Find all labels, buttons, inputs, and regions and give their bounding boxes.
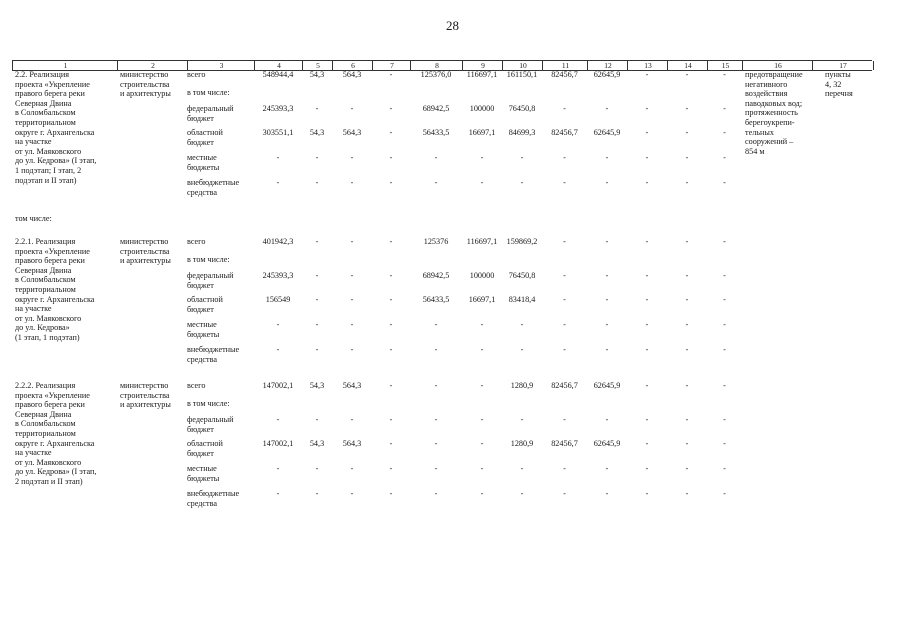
funding-label-extrabudget: внебюджетные средства [187, 489, 240, 508]
value-cell: - [315, 178, 319, 187]
value-cell: 82456,7 [551, 439, 578, 448]
value-cell: 76450,8 [508, 104, 536, 113]
value-cell: - [389, 70, 393, 79]
value-cell: - [605, 489, 609, 498]
value-cell: - [563, 464, 566, 473]
value-cell: - [685, 128, 689, 137]
value-cell: - [605, 295, 609, 304]
value-cell: - [563, 295, 566, 304]
value-cell: - [685, 415, 689, 424]
value-cell: - [645, 178, 649, 187]
funding-label-extrabudget: внебюджетные средства [187, 178, 240, 197]
funding-label-total: всего [187, 381, 206, 390]
value-cell: - [276, 345, 280, 354]
executor: министерство строительства и архитектуры [120, 381, 171, 410]
funding-label-regional: областной бюджет [187, 439, 223, 458]
value-cell: 54,3 [309, 439, 325, 448]
value-cell: - [389, 381, 393, 390]
value-cell: - [480, 345, 484, 354]
value-cell: 62645,9 [593, 381, 621, 390]
funding-label-local: местные бюджеты [187, 153, 220, 172]
value-cell: - [645, 320, 649, 329]
value-cell: - [350, 153, 354, 162]
value-cell: - [480, 153, 484, 162]
value-cell: - [723, 271, 726, 280]
value-cell: - [350, 489, 354, 498]
value-cell: - [520, 320, 524, 329]
value-cell: - [605, 104, 609, 113]
value-cell: - [685, 381, 689, 390]
value-cell: - [520, 153, 524, 162]
value-cell: - [480, 320, 484, 329]
value-cell: - [563, 489, 566, 498]
value-cell: - [389, 415, 393, 424]
funding-label-regional: областной бюджет [187, 295, 223, 314]
value-cell: - [389, 345, 393, 354]
value-cell: - [645, 439, 649, 448]
value-cell: - [605, 415, 609, 424]
value-cell: - [723, 489, 726, 498]
value-cell: - [434, 153, 438, 162]
value-cell: - [685, 70, 689, 79]
measure-title: 2.2.2. Реализация проекта «Укрепление правого берега реки Северная Двина в Соломбальском территориальном округе г. Архангельска на участке от ул. Маяковского до ул. Кедрова» (I этап, 2 подэтап и II этап) [15, 381, 97, 486]
value-cell: - [315, 153, 319, 162]
value-cell: 147002,1 [262, 439, 294, 448]
value-cell: - [276, 489, 280, 498]
value-cell: - [723, 237, 726, 246]
value-cell: - [480, 381, 484, 390]
value-cell: - [520, 178, 524, 187]
value-cell: - [389, 489, 393, 498]
value-cell: - [563, 178, 566, 187]
value-cell: - [605, 320, 609, 329]
column-header-16: 16 [742, 61, 813, 70]
value-cell: - [389, 104, 393, 113]
column-header-8: 8 [410, 61, 463, 70]
funding-label-including: в том числе: [187, 255, 230, 264]
value-cell: - [315, 489, 319, 498]
value-cell: - [315, 271, 319, 280]
value-cell: 83418,4 [508, 295, 536, 304]
funding-label-federal: федеральный бюджет [187, 415, 234, 434]
value-cell: - [563, 271, 566, 280]
value-cell: - [389, 439, 393, 448]
value-cell: - [520, 464, 524, 473]
value-cell: - [276, 153, 280, 162]
value-cell: 245393,3 [262, 271, 294, 280]
value-cell: - [645, 464, 649, 473]
value-cell: 82456,7 [551, 381, 578, 390]
value-cell: - [520, 345, 524, 354]
value-cell: - [350, 178, 354, 187]
value-cell: - [563, 153, 566, 162]
value-cell: - [723, 320, 726, 329]
value-cell: - [723, 345, 726, 354]
value-cell: - [480, 178, 484, 187]
value-cell: 82456,7 [551, 70, 578, 79]
value-cell: - [434, 178, 438, 187]
value-cell: - [685, 295, 689, 304]
value-cell: - [480, 439, 484, 448]
value-cell: - [645, 104, 649, 113]
value-cell: 116697,1 [466, 70, 498, 79]
value-cell: 62645,9 [593, 128, 621, 137]
funding-label-extrabudget: внебюджетные средства [187, 345, 240, 364]
value-cell: - [645, 381, 649, 390]
value-cell: 125376,0 [420, 70, 452, 79]
value-cell: 564,3 [342, 128, 362, 137]
value-cell: - [685, 178, 689, 187]
column-header-6: 6 [332, 61, 373, 70]
value-cell: 548944,4 [262, 70, 294, 79]
value-cell: - [434, 439, 438, 448]
value-cell: - [685, 153, 689, 162]
value-cell: 68942,5 [422, 271, 450, 280]
value-cell: - [315, 320, 319, 329]
measure-title: 2.2. Реализация проекта «Укрепление правого берега реки Северная Двина в Соломбальском территориальном округе г. Архангельска на участке от ул. Маяковского до ул. Кедрова» (I этап, 1 подэтап; I этап, 2 подэтап и II этап) [15, 70, 97, 185]
value-cell: - [723, 153, 726, 162]
value-cell: 147002,1 [262, 381, 294, 390]
value-cell: 303551,1 [262, 128, 294, 137]
value-cell: 1280,9 [510, 439, 534, 448]
measure-title: 2.2.1. Реализация проекта «Укрепление правого берега реки Северная Двина в Соломбальском территориальном округе г. Архангельска на участке от ул. Маяковского до ул. Кедрова» (1 этап, 1 подэтап) [15, 237, 95, 342]
column-header-15: 15 [707, 61, 743, 70]
value-cell: - [645, 271, 649, 280]
value-cell: - [315, 295, 319, 304]
funding-label-total: всего [187, 237, 206, 246]
funding-label-federal: федеральный бюджет [187, 104, 234, 123]
value-cell: - [276, 178, 280, 187]
value-cell: - [315, 345, 319, 354]
funding-label-including: в том числе: [187, 88, 230, 97]
value-cell: 156549 [265, 295, 291, 304]
value-cell: 100000 [469, 104, 495, 113]
value-cell: - [645, 345, 649, 354]
funding-label-local: местные бюджеты [187, 464, 220, 483]
value-cell: 245393,3 [262, 104, 294, 113]
value-cell: - [276, 464, 280, 473]
value-cell: - [685, 464, 689, 473]
value-cell: - [645, 153, 649, 162]
value-cell: 100000 [469, 271, 495, 280]
expected-result: предотвращение негативного воздействия паводковых вод; протяженность берегоукрепи- тельных сооружений – 854 м [745, 70, 803, 156]
value-cell: - [389, 153, 393, 162]
funding-label-total: всего [187, 70, 206, 79]
value-cell: 56433,5 [422, 128, 450, 137]
reference: пункты 4, 32 перечня [825, 70, 853, 99]
value-cell: - [350, 237, 354, 246]
value-cell: 62645,9 [593, 70, 621, 79]
value-cell: - [434, 345, 438, 354]
value-cell: - [605, 345, 609, 354]
column-header-2: 2 [117, 61, 188, 70]
value-cell: - [315, 415, 319, 424]
value-cell: - [350, 320, 354, 329]
value-cell: - [563, 237, 566, 246]
column-header-9: 9 [462, 61, 503, 70]
column-header-13: 13 [627, 61, 668, 70]
column-header-10: 10 [502, 61, 543, 70]
value-cell: - [434, 381, 438, 390]
column-header-5: 5 [302, 61, 333, 70]
value-cell: - [389, 271, 393, 280]
value-cell: 54,3 [309, 381, 325, 390]
page-number: 28 [446, 18, 459, 33]
value-cell: - [723, 128, 726, 137]
value-cell: - [563, 415, 566, 424]
executor: министерство строительства и архитектуры [120, 70, 171, 99]
value-cell: - [723, 415, 726, 424]
value-cell: - [645, 70, 649, 79]
value-cell: - [480, 464, 484, 473]
column-header-7: 7 [372, 61, 411, 70]
funding-label-including: в том числе: [187, 399, 230, 408]
funding-label-federal: федеральный бюджет [187, 271, 234, 290]
value-cell: 76450,8 [508, 271, 536, 280]
value-cell: - [350, 104, 354, 113]
value-cell: 1280,9 [510, 381, 534, 390]
value-cell: - [563, 320, 566, 329]
value-cell: - [276, 415, 280, 424]
funding-label-local: местные бюджеты [187, 320, 220, 339]
value-cell: - [723, 70, 726, 79]
value-cell: - [605, 464, 609, 473]
value-cell: - [315, 464, 319, 473]
value-cell: - [480, 489, 484, 498]
value-cell: 84699,3 [508, 128, 536, 137]
value-cell: - [276, 320, 280, 329]
value-cell: 564,3 [342, 381, 362, 390]
value-cell: - [434, 415, 438, 424]
executor: министерство строительства и архитектуры [120, 237, 171, 266]
value-cell: 401942,3 [262, 237, 294, 246]
value-cell: 125376 [423, 237, 449, 246]
value-cell: - [434, 464, 438, 473]
column-header-3: 3 [187, 61, 255, 70]
value-cell: - [350, 295, 354, 304]
value-cell: - [645, 128, 649, 137]
value-cell: - [685, 439, 689, 448]
value-cell: - [434, 320, 438, 329]
value-cell: - [480, 415, 484, 424]
including-heading: том числе: [15, 214, 52, 223]
value-cell: 54,3 [309, 70, 325, 79]
value-cell: - [563, 345, 566, 354]
value-cell: - [350, 345, 354, 354]
value-cell: - [685, 320, 689, 329]
value-cell: - [389, 320, 393, 329]
value-cell: - [723, 295, 726, 304]
value-cell: - [685, 237, 689, 246]
value-cell: - [389, 464, 393, 473]
value-cell: - [350, 464, 354, 473]
value-cell: - [685, 271, 689, 280]
value-cell: - [389, 295, 393, 304]
funding-label-regional: областной бюджет [187, 128, 223, 147]
column-header-4: 4 [254, 61, 303, 70]
value-cell: 16697,1 [468, 128, 496, 137]
column-header-17: 17 [812, 61, 874, 70]
value-cell: 564,3 [342, 439, 362, 448]
value-cell: 159869,2 [506, 237, 538, 246]
column-header-1: 1 [12, 61, 118, 70]
value-cell: - [605, 153, 609, 162]
value-cell: - [723, 464, 726, 473]
value-cell: - [723, 381, 726, 390]
value-cell: - [645, 295, 649, 304]
value-cell: - [350, 415, 354, 424]
value-cell: 16697,1 [468, 295, 496, 304]
value-cell: - [434, 489, 438, 498]
value-cell: - [563, 104, 566, 113]
value-cell: - [520, 489, 524, 498]
value-cell: - [315, 237, 319, 246]
value-cell: - [723, 104, 726, 113]
column-header-14: 14 [667, 61, 708, 70]
value-cell: - [605, 271, 609, 280]
value-cell: - [350, 271, 354, 280]
value-cell: 62645,9 [593, 439, 621, 448]
value-cell: - [389, 178, 393, 187]
value-cell: - [685, 104, 689, 113]
value-cell: - [389, 128, 393, 137]
value-cell: - [605, 178, 609, 187]
value-cell: 56433,5 [422, 295, 450, 304]
value-cell: 68942,5 [422, 104, 450, 113]
value-cell: - [389, 237, 393, 246]
value-cell: - [685, 489, 689, 498]
value-cell: - [315, 104, 319, 113]
value-cell: - [685, 345, 689, 354]
column-header-12: 12 [587, 61, 628, 70]
value-cell: 564,3 [342, 70, 362, 79]
value-cell: - [645, 237, 649, 246]
value-cell: - [520, 415, 524, 424]
value-cell: 161150,1 [506, 70, 538, 79]
value-cell: - [645, 489, 649, 498]
value-cell: 54,3 [309, 128, 325, 137]
value-cell: 82456,7 [551, 128, 578, 137]
value-cell: - [723, 178, 726, 187]
column-header-11: 11 [542, 61, 588, 70]
value-cell: - [605, 237, 609, 246]
value-cell: - [645, 415, 649, 424]
value-cell: - [723, 439, 726, 448]
value-cell: 116697,1 [466, 237, 498, 246]
